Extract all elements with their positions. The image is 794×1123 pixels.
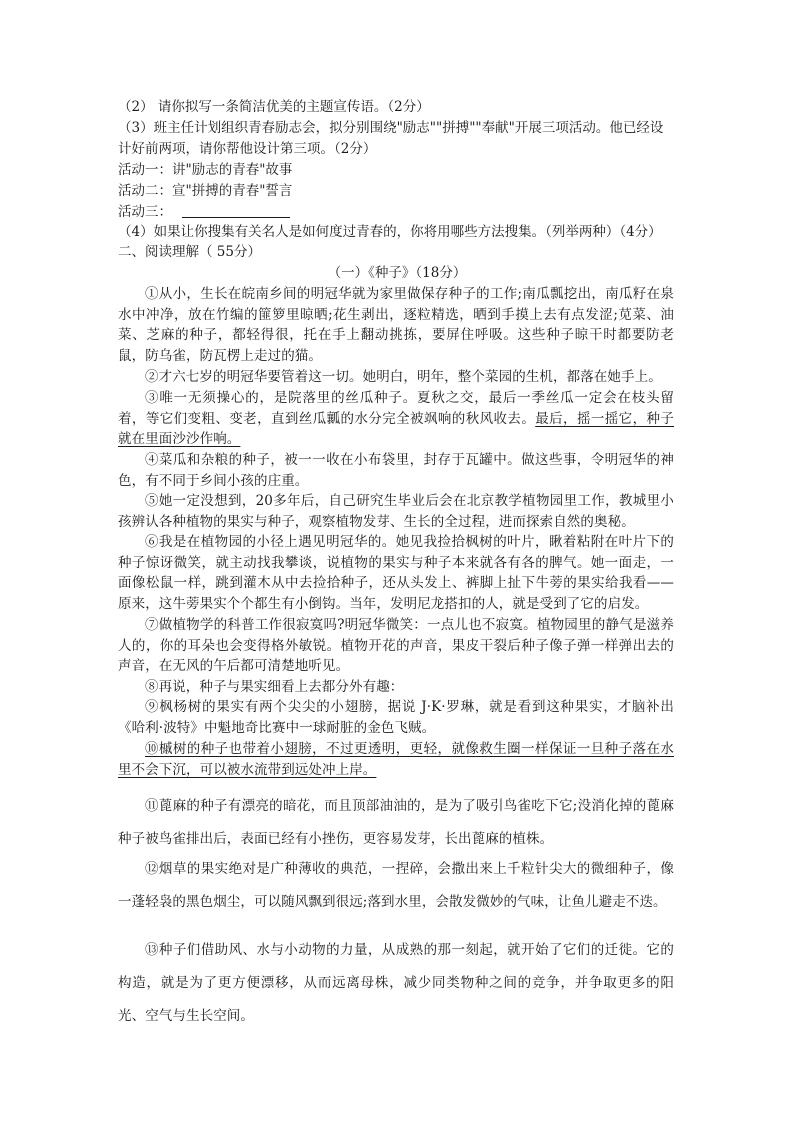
paragraph-2: ②才六七岁的明冠华要管着这一切。她明白，明年，整个菜园的生机，都落在她手上。 xyxy=(145,369,662,385)
activity-3-label: 活动三： xyxy=(118,204,172,220)
paragraph-4: ④菜瓜和杂粮的种子，被一一收在小布袋里，封存于瓦罐中。做这些事，令明冠华的神色，有不同于乡间小孩的庄重。 xyxy=(118,452,674,489)
section-reading-heading: 二、阅读理解（ 55分） xyxy=(118,244,261,260)
paragraph-1: ①从小，生长在皖南乡间的明冠华就为家里做保存种子的工作;南瓜瓢挖出，南瓜籽在泉水中冲净，放在竹编的篚箩里晾晒;花生剥出，逐粒精选，晒到手摸上去有点发涩;苋菜、油菜、芝麻的种子，都轻得很，托在手上翻动挑拣，要屏住呼吸。这些种子晾干时都要防老鼠，防乌雀，防瓦楞上走过的猫。 xyxy=(118,286,674,364)
paragraph-8: ⑧再说，种子与果实细看上去都分外有趣： xyxy=(145,679,404,695)
paragraph-7: ⑦做植物学的科普工作很寂寞吗?明冠华微笑：一点儿也不寂寞。植物园里的静气是滋养人的，你的耳朵也会变得格外敏锐。植物开花的声音，果皮干裂后种子像子弹一样弹出去的声音，在无风的午后都可清楚地听见。 xyxy=(118,617,674,674)
question-3-line-1: （3）班主任计划组织青春励志会，拟分别围绕"励志""拼搏""奉献"开展三项活动。他已经设 xyxy=(118,120,664,136)
paragraph-9: ⑨枫杨树的果实有两个尖尖的小翅膀，据说 J·K·罗琳，就是看到这种果实，才脑补出《哈利·波特》中魁地奇比赛中一球耐脏的金色飞贼。 xyxy=(118,699,674,736)
paragraph-12: ⑫烟草的果实绝对是广种薄收的典范，一捏碎，会撒出来上千粒针尖大的微细种子，像一蓬轻袅的黑色烟尘，可以随风飘到很远;落到水里，会散发微妙的气味，让鱼儿避走不迭。 xyxy=(118,861,674,910)
activity-3 xyxy=(118,202,290,222)
paragraph-13: ⑬种子们借助风、水与小动物的力量，从成熟的那一刻起，就开始了它们的迁徙。它的构造，就是为了更方便漂移，从而远离母株，减少同类物种之间的竞争，并争取更多的阳光、空气与生长空间。 xyxy=(118,942,674,1024)
question-2: （2） 请你拟写一条简洁优美的主题宣传语。（2分） xyxy=(118,99,430,115)
answer-blank[interactable] xyxy=(182,203,290,218)
paragraph-3-text: ③唯一无须操心的，是院落里的丝瓜种子。夏秋之交，最后一季丝瓜一定会在枝头留着，等它们变粗、变老，直到丝瓜瓤的水分完全被飒响的秋风收去。 xyxy=(118,390,674,427)
paragraph-6: ⑥我是在植物园的小径上遇见明冠华的。她见我捡拾枫树的叶片，瞅着粘附在叶片下的种子惊讶微笑，就主动找我攀谈，说植物的果实与种子本来就各有各的脾气。她一面走，一面像松鼠一样，跳到灌木从中去捡拾种子，还从头发上、裤脚上扯下牛蒡的果实给我看——原来，这牛蒡果实个个都生有小倒钩。当年，发明尼龙搭扣的人，就是受到了它的启发。 xyxy=(118,534,674,612)
paragraph-3 xyxy=(118,388,674,450)
question-4: （4）如果让你搜集有关名人是如何度过青春的，你将用哪些方法搜集。（列举两种）（4分） xyxy=(118,224,662,240)
activity-2: 活动二：宣"拼搏的青春"誓言 xyxy=(118,183,293,199)
paragraph-5: ⑤她一定没想到，20多年后，自己研究生毕业后会在北京教学植物园里工作，教城里小孩辨认各种植物的果实与种子，观察植物发芽、生长的全过程，进而探索自然的奥秘。 xyxy=(118,493,674,530)
paragraph-3-underlined: 最后，摇一摇它，种子就在里面沙沙作响。 xyxy=(118,410,675,447)
passage-title: （一）《种子》（18分） xyxy=(327,265,467,281)
activity-1: 活动一：讲"励志的青春"故事 xyxy=(118,162,293,178)
paragraph-11: ⑪蓖麻的种子有漂亮的暗花，而且顶部油油的，是为了吸引鸟雀吃下它;没消化掉的蓖麻种子被鸟雀排出后，表面已经有小挫伤，更容易发芽，长出蓖麻的植株。 xyxy=(118,798,674,847)
paragraph-10: ⑩槭树的种子也带着小翅膀，不过更透明，更轻，就像救生圈一样保证一旦种子落在水里不会下沉，可以被水流带到远处冲上岸。 xyxy=(118,741,674,778)
question-3-line-2: 计好前两项，请你帮他设计第三项。（2分） xyxy=(118,141,377,157)
